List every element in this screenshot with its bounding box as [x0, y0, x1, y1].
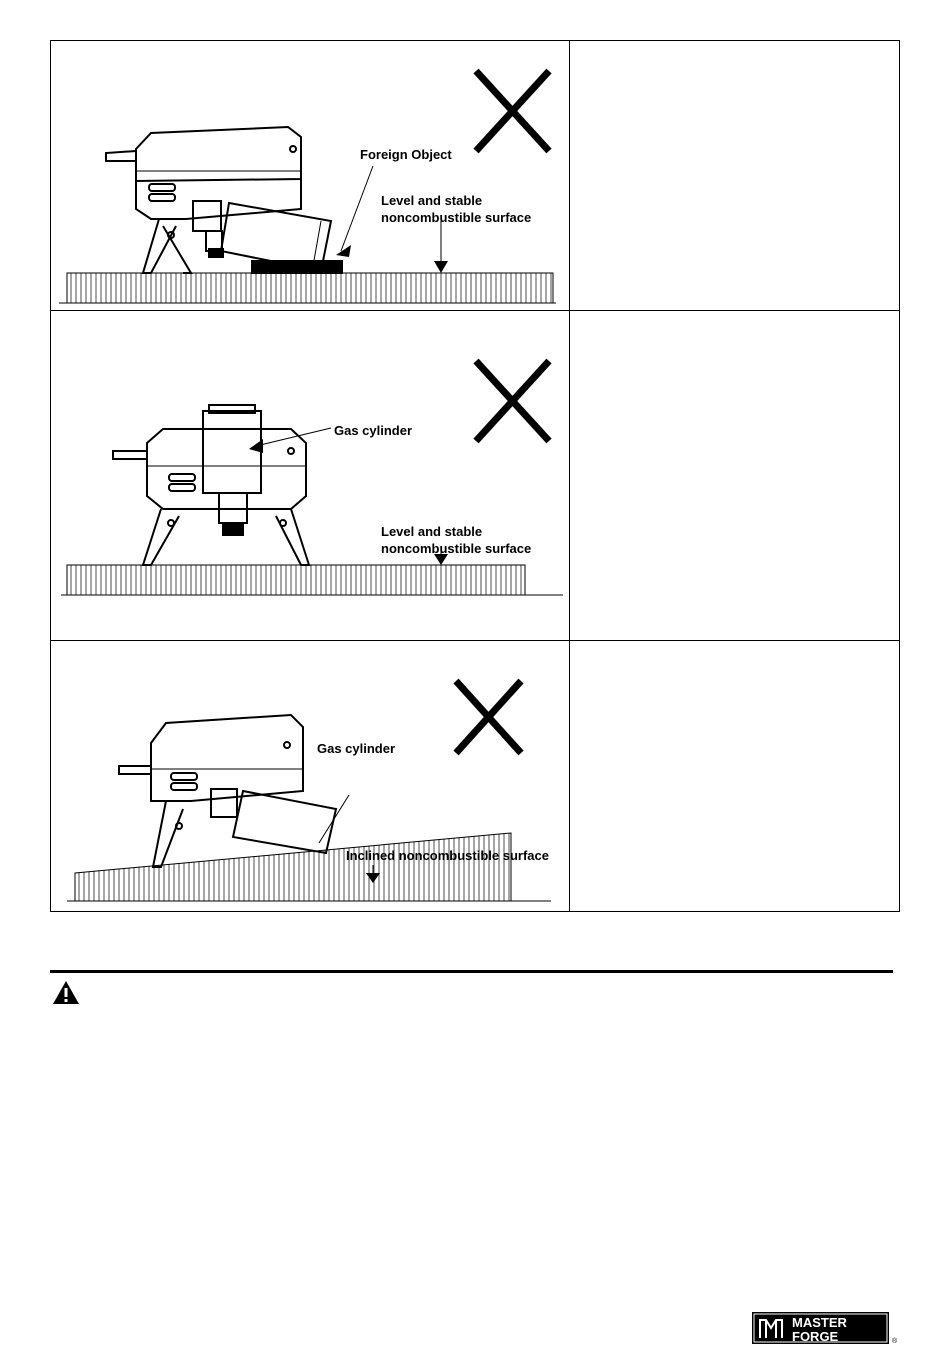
label-inclined-surface: Inclined noncombustible surface: [346, 848, 549, 863]
label-surface-line2: noncombustible surface: [381, 210, 532, 225]
warning-triangle-icon: [52, 980, 80, 1005]
grill-with-upright-cylinder-illustration: [51, 311, 569, 639]
label-gas-cylinder: Gas cylinder: [334, 423, 413, 438]
panel-2-illustration: [51, 311, 570, 640]
panel-3-text-cell: [570, 641, 899, 911]
warning-rule: [50, 970, 893, 973]
panel-row-2: [51, 311, 899, 641]
grill-drawing: [106, 127, 331, 273]
grill-drawing: [119, 715, 336, 867]
label-surface-line2: noncombustible surface: [381, 541, 532, 556]
label-gas-cylinder: Gas cylinder: [317, 741, 396, 756]
label-foreign-object: Foreign Object: [360, 147, 452, 162]
panel-row-1: [51, 41, 899, 311]
illustration-table: [50, 40, 900, 912]
panel-row-3: [51, 641, 899, 911]
panel-3-illustration: [51, 641, 570, 911]
label-surface-line1: Level and stable: [381, 193, 483, 208]
panel-1-text-cell: [570, 41, 899, 310]
registered-mark: ®: [892, 1338, 898, 1345]
grill-drawing: [113, 405, 309, 565]
label-surface-line1: Level and stable: [381, 524, 483, 539]
grill-on-inclined-surface-illustration: [51, 641, 569, 911]
svg-text:MASTER: MASTER: [792, 1315, 847, 1330]
panel-2-text-cell: [570, 311, 899, 640]
master-forge-logo: [752, 1312, 889, 1344]
panel-1-illustration: [51, 41, 570, 310]
grill-on-foreign-object-illustration: [51, 41, 569, 309]
svg-text:FORGE: FORGE: [792, 1329, 839, 1344]
